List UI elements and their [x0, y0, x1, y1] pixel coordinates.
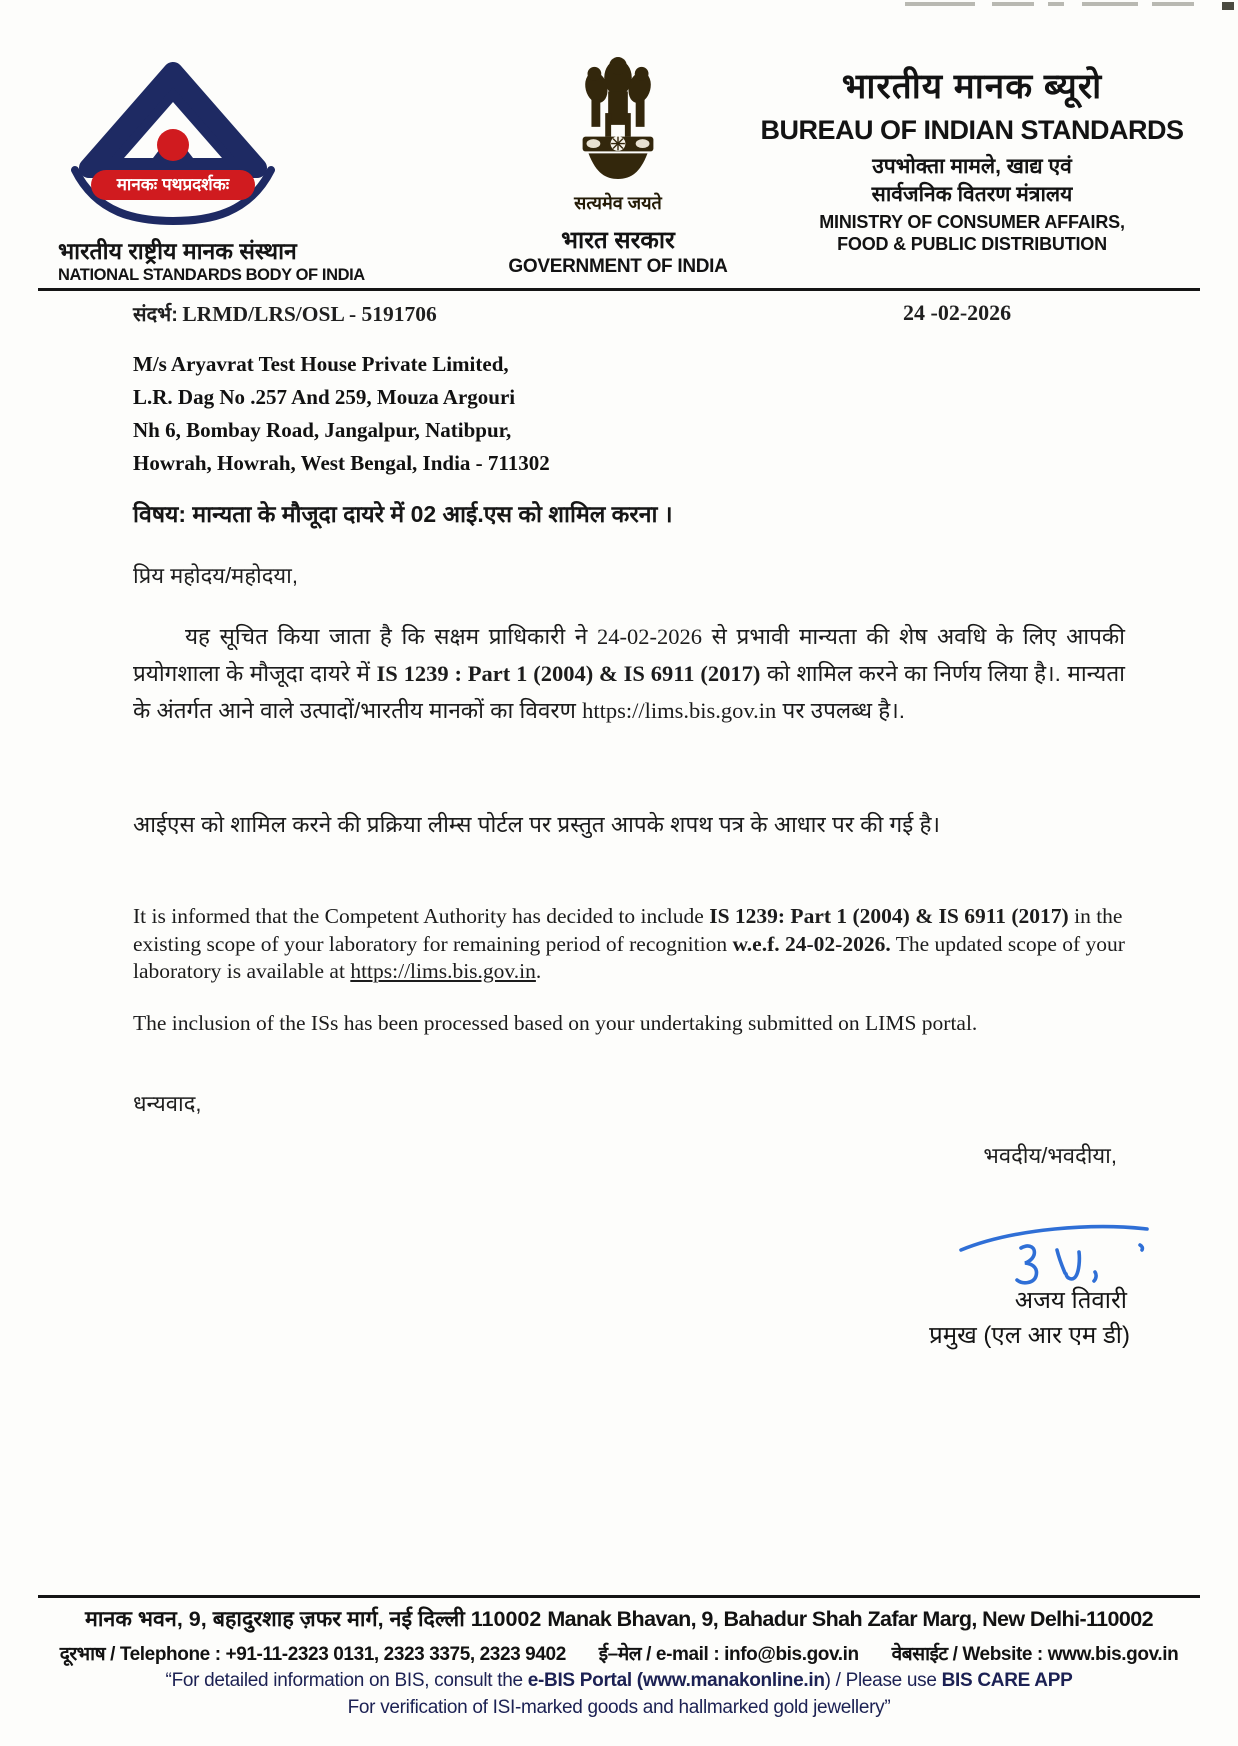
- bureau-title-hindi: भारतीय मानक ब्यूरो: [841, 67, 1103, 106]
- salutation: प्रिय महोदय/महोदया,: [133, 563, 298, 588]
- closing-valediction: भवदीय/भवदीया,: [983, 1143, 1117, 1168]
- government-english: GOVERNMENT OF INDIA: [508, 256, 728, 277]
- bis-logo-banner: मानकः पथप्रदर्शकः: [91, 170, 255, 200]
- lims-url-english-para: https://lims.bis.gov.in: [350, 959, 536, 983]
- body-paragraph-hindi-1: [133, 618, 1125, 729]
- letter-date: 24 -02-2026: [903, 300, 1012, 325]
- scan-artifact: [1152, 2, 1194, 6]
- para1-standards: IS 1239 : Part 1 (2004) & IS 6911 (2017): [376, 661, 761, 686]
- para1-text: पर उपलब्ध है।.: [776, 698, 906, 723]
- ministry-hindi-line2: सार्वजनिक वितरण मंत्रालय: [871, 183, 1073, 206]
- para1-text: यह सूचित किया जाता है कि सक्षम प्राधिकारी ने: [185, 624, 597, 649]
- bis-care-app-text: BIS CARE APP: [941, 1670, 1073, 1691]
- footer-address-english: Manak Bhavan, 9, Bahadur Shah Zafar Marg, New Delhi-110002: [547, 1607, 1153, 1631]
- ministry-english-line1: MINISTRY OF CONSUMER AFFAIRS,: [819, 212, 1125, 232]
- org-name-hindi: भारतीय राष्ट्रीय मानक संस्थान: [58, 238, 297, 264]
- bureau-title-block: [742, 62, 1202, 255]
- para3-text: The updated scope of your laboratory is available at: [133, 931, 1125, 983]
- para1-date: 24-02-2026: [597, 624, 702, 649]
- subject-line: विषय: मान्यता के मौजूदा दायरे में 02 आई.एस को शामिल करना ।: [133, 501, 673, 527]
- lims-url-hindi-para: https://lims.bis.gov.in: [582, 698, 777, 723]
- footer-address-hindi: मानक भवन, 9, बहादुरशाह ज़फर मार्ग, नई दिल्ली 110002: [85, 1607, 542, 1631]
- national-emblem-block: [498, 52, 738, 278]
- note-text: “For detailed information on BIS, consult the: [165, 1670, 528, 1691]
- scan-artifact: [1082, 2, 1138, 6]
- closing-thanks: धन्यवाद,: [133, 1091, 202, 1116]
- government-hindi: भारत सरकार: [561, 227, 675, 254]
- recipient-address: [133, 348, 550, 480]
- footer-note-line1: [0, 1670, 1238, 1692]
- ebis-portal-text: e-BIS Portal (www.manakonline.in: [527, 1670, 825, 1691]
- ministry-english-line2: FOOD & PUBLIC DISTRIBUTION: [837, 234, 1107, 254]
- scan-artifact: [905, 2, 975, 6]
- footer-contact-line: [0, 1640, 1238, 1666]
- reference-label: संदर्भ:: [133, 304, 178, 326]
- para3-wef-date: w.e.f. 24-02-2026.: [732, 931, 891, 956]
- recipient-line: Howrah, Howrah, West Bengal, India - 711302: [133, 451, 550, 475]
- body-paragraph-hindi-2: आईएस को शामिल करने की प्रक्रिया लीम्स पोर्टल पर प्रस्तुत आपके शपथ पत्र के आधार पर की गई है।: [133, 812, 940, 837]
- para3-standards: IS 1239: Part 1 (2004) & IS 6911: [709, 904, 1007, 928]
- header-divider: [38, 288, 1200, 291]
- footer-email: ई–मेल / e-mail : info@bis.gov.in: [598, 1644, 859, 1665]
- footer-note-line2: For verification of ISI-marked goods and hallmarked gold jewellery”: [347, 1697, 891, 1718]
- signature-scribble: [955, 1218, 1155, 1293]
- reference-line: [133, 300, 437, 327]
- national-emblem-icon: [559, 171, 677, 188]
- recipient-line: L.R. Dag No .257 And 259, Mouza Argouri: [133, 385, 516, 409]
- para3-standards-year: (2017): [1011, 904, 1069, 928]
- reference-number: LRMD/LRS/OSL - 5191706: [182, 302, 437, 326]
- para3-text: .: [535, 959, 542, 983]
- para1-text: को शामिल करने का निर्णय लिया है।. मान्यता के अंतर्गत आने वाले उत्पादों/भारतीय मानकों का विवरण: [133, 661, 1125, 723]
- org-name-english: NATIONAL STANDARDS BODY OF INDIA: [58, 266, 365, 284]
- recipient-line: Nh 6, Bombay Road, Jangalpur, Natibpur,: [133, 418, 512, 442]
- note-text: ) / Please use: [824, 1670, 942, 1691]
- signatory-name: अजय तिवारी: [1014, 1287, 1127, 1314]
- bis-logo-icon: [67, 58, 279, 230]
- emblem-motto: सत्यमेव जयते: [574, 193, 662, 213]
- bis-logo-block: [58, 58, 365, 285]
- footer-address-line: [0, 1604, 1238, 1633]
- bureau-title-english: BUREAU OF INDIAN STANDARDS: [760, 115, 1184, 145]
- footer-website: वेबसाईट / Website : www.bis.gov.in: [891, 1644, 1179, 1665]
- ministry-hindi-line1: उपभोक्ता मामले, खाद्य एवं: [872, 155, 1072, 178]
- recipient-line: M/s Aryavrat Test House Private Limited,: [133, 352, 509, 376]
- scan-artifact: [992, 2, 1034, 6]
- para1-text: से प्रभावी मान्यता की शेष अवधि के लिए आपकी प्रयोगशाला के मौजूदा दायरे में: [133, 624, 1125, 686]
- scan-artifact: [1222, 2, 1234, 10]
- body-paragraph-english-2: The inclusion of the ISs has been processed based on your undertaking submitted on LIMS portal.: [133, 1011, 978, 1035]
- body-paragraph-english-1: [133, 903, 1133, 986]
- footer-telephone: दूरभाष / Telephone : +91-11-2323 0131, 2323 3375, 2323 9402: [59, 1644, 566, 1665]
- footer-divider: [38, 1595, 1200, 1598]
- scan-artifact: [1048, 2, 1064, 6]
- para3-text: in the existing scope of your laboratory for remaining period of recognition: [133, 904, 1123, 956]
- para3-text: It is informed that the Competent Authority has decided to include: [133, 904, 710, 928]
- signatory-designation: प्रमुख (एल आर एम डी): [929, 1322, 1130, 1349]
